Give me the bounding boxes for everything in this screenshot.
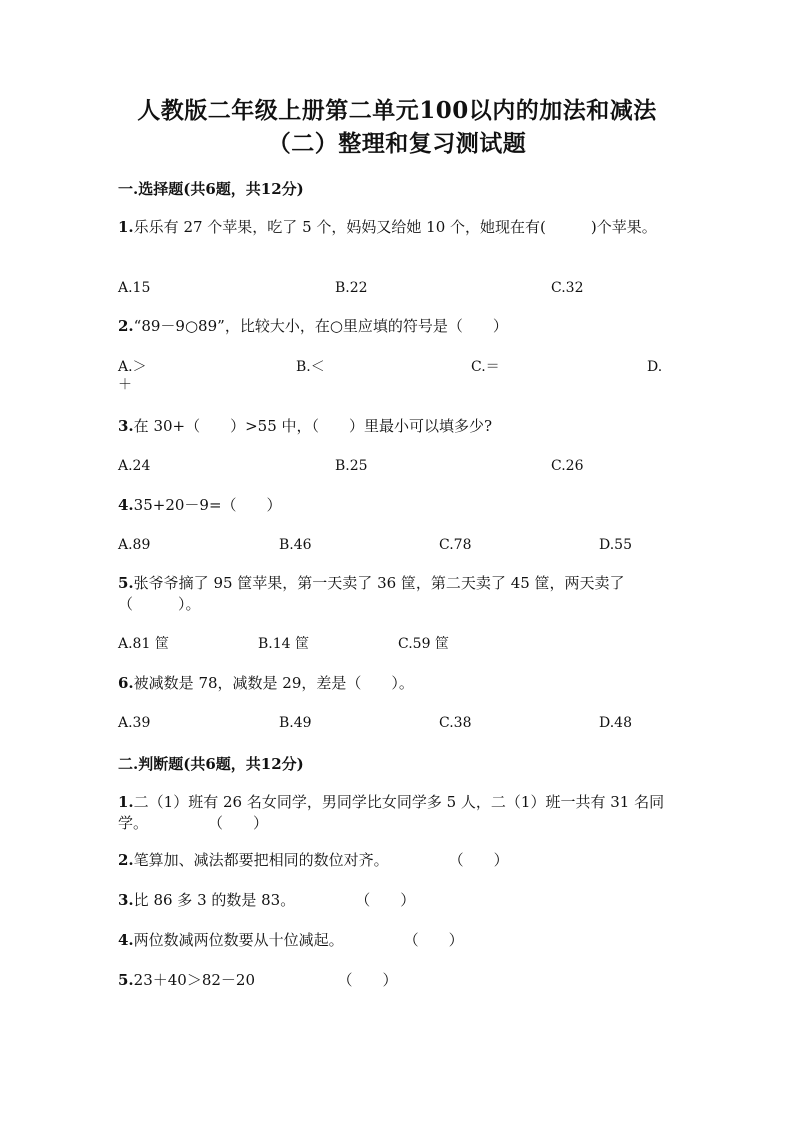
option-a: A.39 bbox=[118, 715, 151, 731]
option-c: C.59 筐 bbox=[398, 636, 449, 652]
section-heading-judgement: 二.判断题(共6题，共12分) bbox=[118, 755, 304, 773]
option-a: A.89 bbox=[118, 537, 151, 553]
option-c: C.＝ bbox=[471, 359, 500, 375]
question-number: 2. bbox=[118, 317, 134, 335]
question-number: 5. bbox=[118, 971, 134, 989]
question-number: 5. bbox=[118, 574, 134, 592]
judgement-question-1 bbox=[118, 792, 678, 834]
option-a: A.81 筐 bbox=[118, 636, 169, 652]
option-b: B.14 筐 bbox=[258, 636, 310, 652]
question-text: 被减数是 78，减数是 29，差是（ ）。 bbox=[133, 674, 414, 692]
question-text: 乐乐有 27 个苹果，吃了 5 个，妈妈又给她 10 个，她现在有( )个苹果。 bbox=[133, 218, 657, 236]
option-a: A.24 bbox=[118, 458, 151, 474]
question-5 bbox=[118, 573, 678, 615]
option-c: C.26 bbox=[551, 458, 584, 474]
question-text: 笔算加、减法都要把相同的数位对齐。 （ ） bbox=[133, 851, 509, 869]
option-a: A.15 bbox=[118, 280, 151, 296]
question-text: 在 30+（ ）>55 中，（ ）里最小可以填多少? bbox=[133, 417, 493, 435]
question-1 bbox=[118, 217, 678, 238]
option-b: B.＜ bbox=[296, 359, 325, 375]
option-b: B.25 bbox=[335, 458, 368, 474]
section-heading-choice: 一.选择题(共6题，共12分) bbox=[118, 180, 304, 198]
question-text: 23＋40＞82－20 （ ） bbox=[133, 971, 398, 989]
question-text: 两位数减两位数要从十位减起。 （ ） bbox=[133, 931, 464, 949]
question-text: 二（1）班有 26 名女同学，男同学比女同学多 5 人，二（1）班一共有 31 名同学。 （ ） bbox=[118, 793, 665, 832]
option-b: B.22 bbox=[335, 280, 368, 296]
option-d: D.48 bbox=[599, 715, 632, 731]
question-number: 6. bbox=[118, 674, 134, 692]
option-c: C.38 bbox=[439, 715, 472, 731]
question-number: 4. bbox=[118, 496, 134, 514]
judgement-question-5 bbox=[118, 970, 678, 991]
option-d-value: ＋ bbox=[118, 377, 132, 393]
question-text: 比 86 多 3 的数是 83。 （ ） bbox=[133, 891, 416, 909]
page-title-line2: （二）整理和复习测试题 bbox=[267, 130, 527, 157]
question-2 bbox=[118, 316, 678, 337]
question-number: 1. bbox=[118, 218, 134, 236]
option-b: B.49 bbox=[279, 715, 312, 731]
question-6 bbox=[118, 673, 678, 694]
question-number: 3. bbox=[118, 891, 134, 909]
option-d: D. bbox=[647, 359, 663, 375]
question-number: 2. bbox=[118, 851, 134, 869]
question-3 bbox=[118, 416, 678, 437]
question-number: 3. bbox=[118, 417, 134, 435]
question-4 bbox=[118, 495, 678, 516]
judgement-question-2 bbox=[118, 850, 678, 871]
option-c: C.78 bbox=[439, 537, 472, 553]
question-text: 张爷爷摘了 95 筐苹果，第一天卖了 36 筐，第二天卖了 45 筐，两天卖了（ ）。 bbox=[118, 574, 625, 613]
option-d: D.55 bbox=[599, 537, 632, 553]
option-a: A.＞ bbox=[118, 359, 147, 375]
judgement-question-3 bbox=[118, 890, 678, 911]
page-title-line1: 人教版二年级上册第二单元100以内的加法和减法 bbox=[137, 97, 657, 124]
option-c: C.32 bbox=[551, 280, 584, 296]
question-text: “89－9○89”，比较大小，在○里应填的符号是（ ） bbox=[133, 317, 508, 335]
option-b: B.46 bbox=[279, 537, 312, 553]
question-number: 4. bbox=[118, 931, 134, 949]
question-text: 35+20－9=（ ） bbox=[133, 496, 282, 514]
judgement-question-4 bbox=[118, 930, 678, 951]
question-number: 1. bbox=[118, 793, 134, 811]
